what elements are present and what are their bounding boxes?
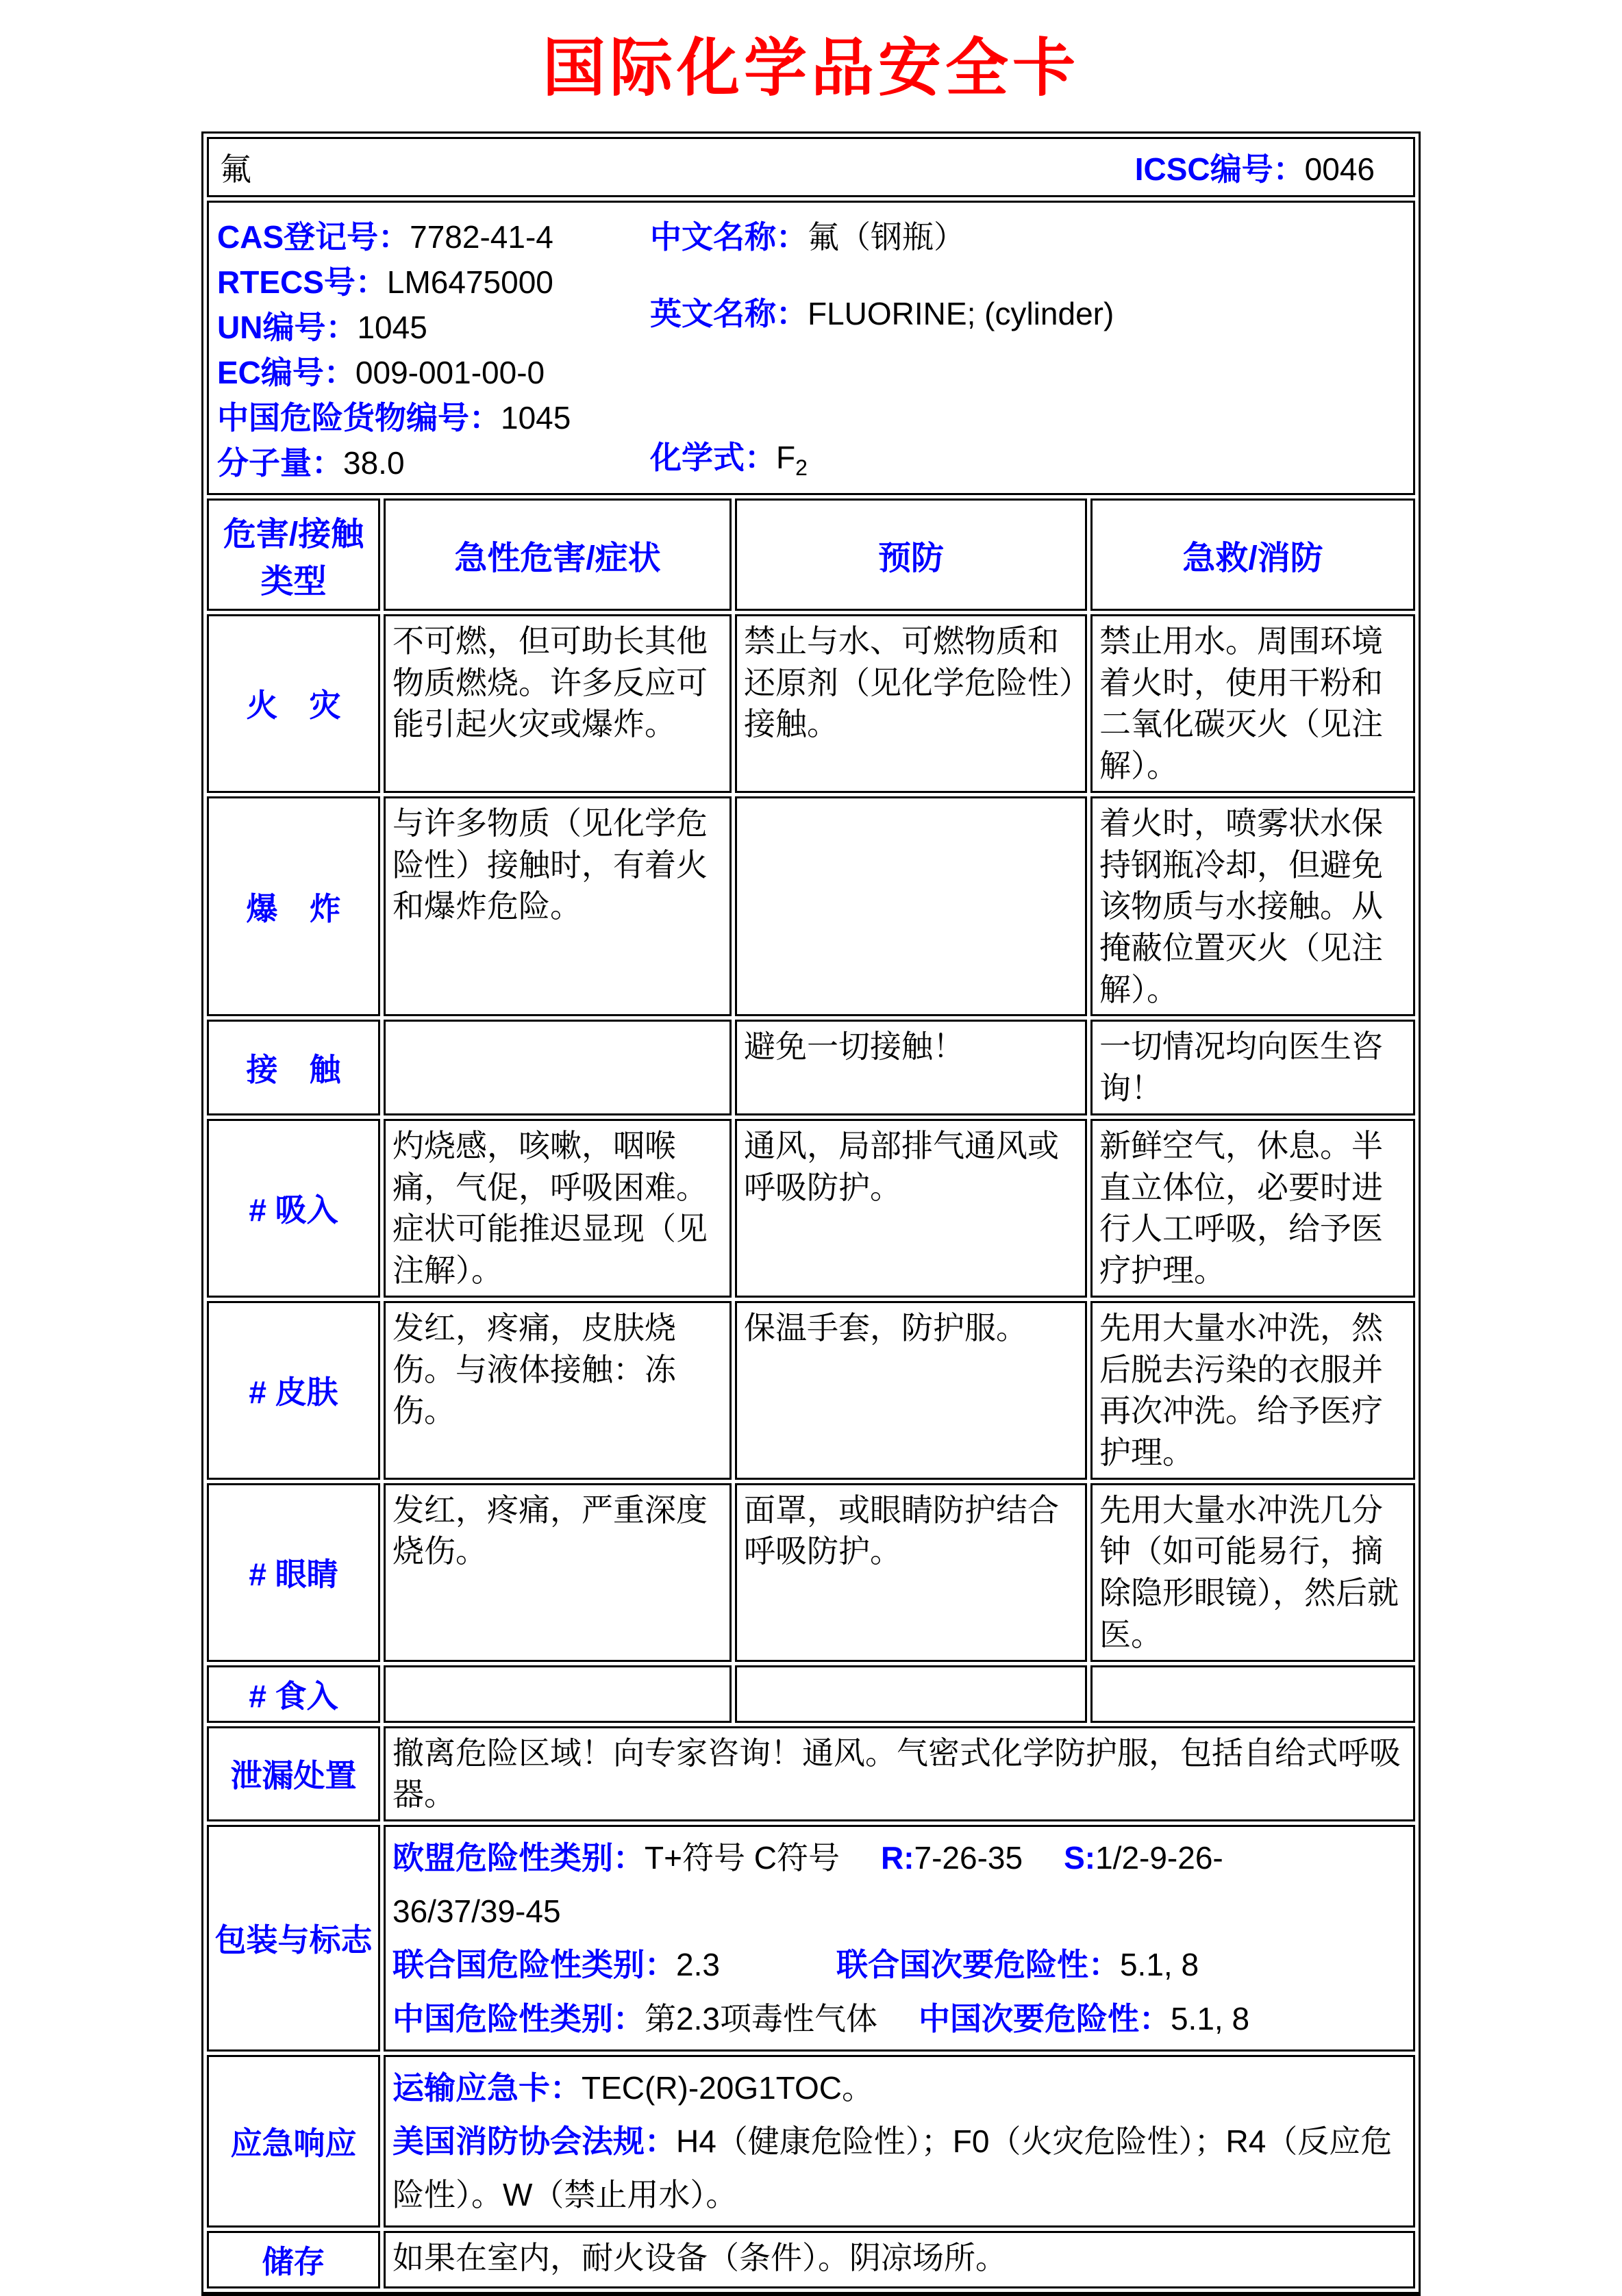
molecular-weight-label: 分子量： <box>217 445 343 481</box>
id-left-column <box>217 212 649 483</box>
table-row-skin <box>207 1301 1415 1480</box>
un-value: 1045 <box>357 310 427 345</box>
row-label-storage: 储存 <box>207 2231 380 2288</box>
chinese-name-label: 中文名称： <box>650 219 808 255</box>
china-subrisk-value: 5.1, 8 <box>1170 2000 1250 2036</box>
ingestion-symptoms-cell <box>384 1665 732 1723</box>
inhalation-symptoms-cell: 灼烧感，咳嗽，咽喉痛，气促，呼吸困难。症状可能推迟显现（见注解）。 <box>384 1119 732 1298</box>
row-label-packaging: 包装与标志 <box>207 1825 380 2052</box>
row-label-ingestion: # 食入 <box>207 1665 380 1723</box>
s-phrases-continuation <box>392 1884 1406 1938</box>
chemical-formula-line <box>650 433 808 481</box>
china-dg-value: 1045 <box>501 400 571 436</box>
card-header-row <box>207 137 1415 197</box>
row-label-skin: # 皮肤 <box>207 1301 380 1480</box>
page <box>0 18 1622 2296</box>
rtecs-label: RTECS号： <box>217 264 387 300</box>
table-row-storage <box>207 2231 1415 2288</box>
row-label-inhalation: # 吸入 <box>207 1119 380 1298</box>
s-phrases-value-cont: 36/37/39-45 <box>392 1893 561 1930</box>
s-phrases-label: S: <box>1064 1839 1096 1876</box>
row-label-emergency: 应急响应 <box>207 2055 380 2228</box>
china-dg-number-line <box>217 393 649 438</box>
table-row-packaging <box>207 1825 1415 2052</box>
un-hazard-class-line <box>392 1938 1406 1991</box>
page-title: 国际化学品安全卡 <box>542 31 1080 105</box>
id-right-column <box>650 212 1405 483</box>
table-row-ingestion <box>207 1665 1415 1723</box>
s-phrases-value: 1/2-9-26- <box>1095 1839 1223 1876</box>
table-row-eyes <box>207 1483 1415 1662</box>
row-label-contact: 接 触 <box>207 1020 380 1115</box>
table-row-inhalation <box>207 1119 1415 1298</box>
english-name-value: FLUORINE; (cylinder) <box>808 296 1114 331</box>
ingestion-response-cell <box>1090 1665 1415 1723</box>
un-number-line <box>217 303 649 348</box>
fire-response-cell: 禁止用水。周围环境着火时，使用干粉和二氧化碳灭火（见注解）。 <box>1090 614 1415 793</box>
china-subrisk-label: 中国次要危险性： <box>918 2000 1171 2036</box>
packaging-text-cell <box>384 1825 1415 2052</box>
un-class-value: 2.3 <box>676 1947 720 1983</box>
row-label-eyes: # 眼睛 <box>207 1483 380 1662</box>
chinese-name-value: 氟（钢瓶） <box>808 219 965 255</box>
rtecs-number-line <box>217 257 649 303</box>
inhalation-prevention-cell: 通风，局部排气通风或呼吸防护。 <box>735 1119 1087 1298</box>
column-header-prevention: 预防 <box>735 499 1087 611</box>
un-subrisk-label: 联合国次要危险性： <box>836 1947 1120 1983</box>
explosion-prevention-cell <box>735 796 1087 1017</box>
r-phrases-label: R: <box>880 1839 914 1876</box>
row-label-spillage: 泄漏处置 <box>207 1726 380 1821</box>
un-subrisk-value: 5.1, 8 <box>1119 1947 1199 1983</box>
un-class-label: 联合国危险性类别： <box>392 1947 676 1983</box>
column-header-hazard-type <box>207 499 380 611</box>
skin-prevention-cell: 保温手套，防护服。 <box>735 1301 1087 1480</box>
molecular-weight-line <box>217 438 649 483</box>
table-row-spillage <box>207 1726 1415 1821</box>
eu-class-value: T+符号 C符号 <box>645 1839 840 1876</box>
icsc-number <box>1135 144 1402 190</box>
china-hazard-class-line <box>392 1992 1406 2045</box>
row-label-explosion: 爆 炸 <box>207 796 380 1017</box>
chinese-name-line <box>650 212 965 257</box>
contact-response-cell: 一切情况均向医生咨询！ <box>1090 1020 1415 1115</box>
contact-prevention-cell: 避免一切接触！ <box>735 1020 1087 1115</box>
table-row-emergency <box>207 2055 1415 2228</box>
formula-base: F <box>776 439 796 475</box>
eyes-response-cell: 先用大量水冲洗几分钟（如可能易行，摘除隐形眼镜），然后就医。 <box>1090 1483 1415 1662</box>
explosion-response-cell: 着火时，喷雾状水保持钢瓶冷却，但避免该物质与水接触。从掩蔽位置灭火（见注解）。 <box>1090 796 1415 1017</box>
fire-prevention-cell: 禁止与水、可燃物质和还原剂（见化学危险性）接触。 <box>735 614 1087 793</box>
skin-response-cell: 先用大量水冲洗，然后脱去污染的衣服并再次冲洗。给予医疗护理。 <box>1090 1301 1415 1480</box>
ec-label: EC编号： <box>217 355 355 390</box>
china-class-label: 中国危险性类别： <box>392 2000 645 2036</box>
inhalation-response-cell: 新鲜空气，休息。半直立体位，必要时进行人工呼吸，给予医疗护理。 <box>1090 1119 1415 1298</box>
cas-value: 7782-41-4 <box>410 219 553 255</box>
cas-number-line <box>217 212 649 257</box>
identification-cell <box>207 201 1415 495</box>
hazard-type-line2: 类型 <box>260 564 327 600</box>
spillage-text-cell: 撤离危险区域！向专家咨询！通风。气密式化学防护服，包括自给式呼吸器。 <box>384 1726 1415 1821</box>
ec-value: 009-001-00-0 <box>355 355 545 390</box>
emergency-text-cell <box>384 2055 1415 2228</box>
molecular-weight-value: 38.0 <box>343 445 405 481</box>
identification-row <box>207 201 1415 495</box>
china-dg-label: 中国危险货物编号： <box>217 400 501 436</box>
rtecs-value: LM6475000 <box>386 264 553 300</box>
column-header-symptoms: 急性危害/症状 <box>384 499 732 611</box>
tec-label: 运输应急卡： <box>392 2069 582 2106</box>
icsc-label: ICSC编号： <box>1134 151 1305 187</box>
r-phrases-value: 7-26-35 <box>914 1839 1023 1876</box>
un-label: UN编号： <box>217 310 358 345</box>
eu-class-label: 欧盟危险性类别： <box>392 1839 645 1876</box>
chemical-formula-value <box>776 439 808 480</box>
ec-number-line <box>217 348 649 393</box>
table-row-contact <box>207 1020 1415 1115</box>
nfpa-code-line <box>392 2115 1406 2221</box>
explosion-symptoms-cell: 与许多物质（见化学危险性）接触时，有着火和爆炸危险。 <box>384 796 732 1017</box>
hazard-type-line1: 危害/接触 <box>223 516 364 553</box>
eu-hazard-class-line <box>392 1831 1406 1884</box>
icsc-value: 0046 <box>1304 151 1375 187</box>
tec-value: TEC(R)-20G1TOC。 <box>582 2069 873 2106</box>
cas-label: CAS登记号： <box>217 219 410 255</box>
contact-symptoms-cell <box>384 1020 732 1115</box>
fire-symptoms-cell: 不可燃，但可助长其他物质燃烧。许多反应可能引起火灾或爆炸。 <box>384 614 732 793</box>
english-name-line <box>650 289 1114 334</box>
substance-name: 氟 <box>220 151 251 187</box>
eyes-symptoms-cell: 发红，疼痛，严重深度烧伤。 <box>384 1483 732 1662</box>
ingestion-prevention-cell <box>735 1665 1087 1723</box>
skin-symptoms-cell: 发红，疼痛，皮肤烧伤。与液体接触：冻伤。 <box>384 1301 732 1480</box>
china-class-value: 第2.3项毒性气体 <box>645 2000 877 2036</box>
nfpa-value: H4（健康危险性）；F0（火灾危险性）；R4（反应危险性）。W（禁止用水）。 <box>392 2123 1393 2213</box>
chemical-formula-label: 化学式： <box>650 439 776 475</box>
table-row-explosion <box>207 796 1415 1017</box>
transport-emergency-card-line <box>392 2061 1406 2115</box>
nfpa-label: 美国消防协会法规： <box>392 2123 676 2159</box>
storage-text-cell: 如果在室内，耐火设备（条件）。阴凉场所。 <box>384 2231 1415 2288</box>
card-header-cell <box>207 137 1415 197</box>
eyes-prevention-cell: 面罩，或眼睛防护结合呼吸防护。 <box>735 1483 1087 1662</box>
hazard-header-row <box>207 499 1415 611</box>
safety-card-table <box>201 131 1421 2296</box>
english-name-label: 英文名称： <box>650 296 808 331</box>
table-row-fire <box>207 614 1415 793</box>
row-label-fire: 火 灾 <box>207 614 380 793</box>
formula-subscript: 2 <box>795 455 808 480</box>
column-header-response: 急救/消防 <box>1090 499 1415 611</box>
